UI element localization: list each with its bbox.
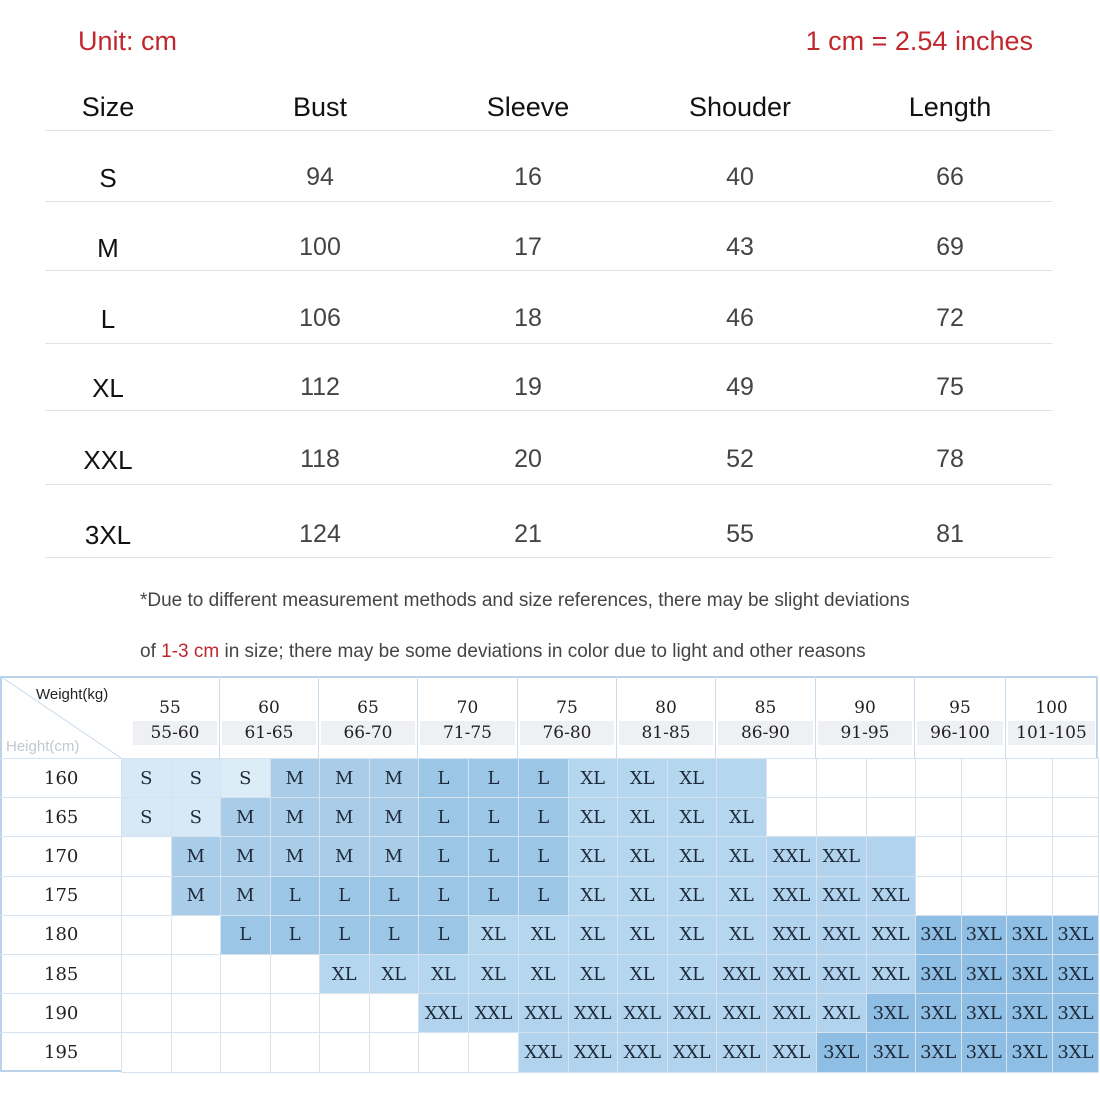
table-row	[45, 131, 1052, 202]
weight-column-header	[617, 676, 716, 758]
size-recommendation-cell: L	[518, 797, 569, 837]
size-recommendation-cell: 3XL	[1006, 915, 1053, 955]
weight-column-header	[1006, 676, 1098, 758]
size-recommendation-cell: XL	[667, 836, 718, 876]
size-recommendation-cell: XL	[319, 954, 370, 994]
note-line-1: *Due to different measurement methods and size references, there may be slight deviations	[140, 590, 910, 611]
size-recommendation-cell: S	[121, 797, 172, 837]
column-header: Size	[81, 92, 135, 122]
weight-range: 81-85	[619, 721, 713, 745]
measurement-cell: 118	[300, 445, 340, 473]
weight-column-header	[418, 676, 518, 758]
size-recommendation-cell	[961, 836, 1008, 876]
measurement-cell: 94	[306, 163, 334, 191]
size-recommendation-cell: 3XL	[915, 915, 962, 955]
size-recommendation-cell: XL	[617, 954, 668, 994]
size-recommendation-cell: L	[468, 836, 519, 876]
note-suffix: in size; there may be some deviations in color due to light and other reasons	[219, 641, 866, 662]
measurement-cell: 81	[936, 520, 964, 548]
size-recommendation-cell: XXL	[716, 954, 767, 994]
size-recommendation-cell: XL	[518, 915, 569, 955]
note-line-2	[140, 641, 866, 663]
size-recommendation-cell	[915, 758, 962, 798]
size-recommendation-cell: XL	[667, 915, 718, 955]
size-cell: S	[99, 163, 117, 193]
size-recommendation-cell: M	[220, 876, 271, 916]
height-row-label: 170	[0, 836, 121, 875]
weight-column-header	[915, 676, 1006, 758]
size-recommendation-cell	[961, 876, 1008, 916]
size-recommendation-cell	[1052, 876, 1099, 916]
size-recommendation-cell: L	[418, 876, 469, 916]
size-recommendation-cell: XXL	[667, 993, 718, 1033]
size-recommendation-cell: XXL	[766, 876, 817, 916]
weight-value: 90	[854, 698, 876, 718]
measurement-cell: 16	[514, 163, 542, 191]
size-recommendation-cell: XXL	[418, 993, 469, 1033]
size-recommendation-cell	[866, 797, 917, 837]
weight-value: 75	[556, 698, 578, 718]
weight-range: 55-60	[133, 721, 217, 745]
weight-range: 91-95	[818, 721, 912, 745]
size-recommendation-cell: 3XL	[1052, 954, 1099, 994]
size-recommendation-cell: XXL	[568, 1032, 619, 1072]
size-recommendation-cell: 3XL	[961, 915, 1008, 955]
size-recommendation-cell: M	[270, 797, 321, 837]
column-header: Shouder	[688, 92, 792, 122]
size-cell: L	[100, 304, 116, 334]
size-recommendation-cell: XXL	[866, 876, 917, 916]
size-recommendation-cell: XXL	[766, 915, 817, 955]
height-row-label: 160	[0, 758, 121, 797]
size-recommendation-cell: XXL	[518, 1032, 569, 1072]
size-recommendation-cell: XL	[568, 876, 619, 916]
size-recommendation-cell	[961, 758, 1008, 798]
measurement-cell: 19	[514, 373, 542, 401]
size-recommendation-cell: L	[319, 915, 370, 955]
size-recommendation-cell: XL	[667, 758, 718, 798]
size-recommendation-cell: M	[319, 836, 370, 876]
size-recommendation-cell: XXL	[816, 915, 867, 955]
size-recommendation-cell: XL	[418, 954, 469, 994]
size-recommendation-cell: XXL	[617, 993, 668, 1033]
size-recommendation-cell: 3XL	[816, 1032, 867, 1072]
size-recommendation-cell	[171, 993, 222, 1033]
size-recommendation-cell: XXL	[816, 954, 867, 994]
size-recommendation-cell: L	[518, 876, 569, 916]
size-recommendation-cell: XL	[617, 915, 668, 955]
size-recommendation-cell: 3XL	[1052, 993, 1099, 1033]
size-recommendation-cell: XXL	[468, 993, 519, 1033]
size-recommendation-cell	[220, 993, 271, 1033]
size-recommendation-cell	[961, 797, 1008, 837]
weight-column-header	[121, 676, 220, 758]
size-cell: XL	[92, 373, 124, 403]
size-recommendation-cell: M	[319, 797, 370, 837]
weight-value: 70	[456, 698, 479, 718]
size-recommendation-cell	[121, 915, 172, 955]
weight-column-header	[220, 676, 319, 758]
size-recommendation-cell	[121, 836, 172, 876]
size-recommendation-cell: XL	[716, 797, 767, 837]
measurement-cell: 20	[514, 445, 542, 473]
size-recommendation-cell: XL	[568, 758, 619, 798]
size-recommendation-cell	[418, 1032, 469, 1072]
size-recommendation-cell: 3XL	[866, 993, 917, 1033]
size-recommendation-cell: XL	[667, 954, 718, 994]
weight-column-header	[319, 676, 418, 758]
size-recommendation-cell: L	[418, 758, 469, 798]
table-row	[45, 485, 1052, 558]
size-recommendation-cell: L	[270, 915, 321, 955]
size-recommendation-cell: XXL	[816, 876, 867, 916]
size-recommendation-cell: 3XL	[915, 1032, 962, 1072]
note-prefix: of	[140, 641, 162, 662]
weight-axis-label: Weight(kg)	[36, 686, 109, 703]
table-row	[45, 271, 1052, 344]
size-recommendation-cell: M	[171, 876, 222, 916]
size-recommendation-cell	[915, 797, 962, 837]
size-recommendation-cell: XXL	[716, 993, 767, 1033]
measurement-cell: 78	[936, 445, 964, 473]
size-recommendation-cell	[1006, 797, 1053, 837]
size-recommendation-cell	[270, 1032, 321, 1072]
size-recommendation-cell: XXL	[766, 1032, 817, 1072]
size-recommendation-cell: XXL	[816, 993, 867, 1033]
measurement-cell: 66	[936, 163, 964, 191]
size-recommendation-cell: 3XL	[1006, 1032, 1053, 1072]
size-recommendation-cell: XL	[568, 836, 619, 876]
size-recommendation-cell: M	[270, 836, 321, 876]
size-recommendation-cell: 3XL	[1052, 1032, 1099, 1072]
measurement-cell: 21	[514, 520, 542, 548]
weight-range: 71-75	[420, 721, 515, 745]
size-recommendation-cell: XL	[568, 915, 619, 955]
size-recommendation-cell	[319, 993, 370, 1033]
size-recommendation-cell: XL	[716, 876, 767, 916]
size-recommendation-cell	[220, 1032, 271, 1072]
size-recommendation-cell: M	[220, 797, 271, 837]
size-recommendation-cell	[220, 954, 271, 994]
measurement-cell: 72	[936, 304, 964, 332]
size-recommendation-cell: M	[319, 758, 370, 798]
table-row	[45, 202, 1052, 271]
size-recommendation-cell	[319, 1032, 370, 1072]
height-axis-label: Height(cm)	[6, 738, 80, 755]
size-recommendation-cell	[121, 954, 172, 994]
weight-range: 76-80	[520, 721, 614, 745]
size-recommendation-cell: XL	[468, 954, 519, 994]
size-recommendation-cell	[171, 915, 222, 955]
size-recommendation-cell: S	[171, 797, 222, 837]
size-recommendation-cell: XL	[568, 954, 619, 994]
size-recommendation-cell: L	[518, 836, 569, 876]
size-recommendation-cell	[816, 797, 867, 837]
size-recommendation-cell: S	[171, 758, 222, 798]
weight-value: 95	[949, 698, 971, 718]
size-recommendation-cell: M	[171, 836, 222, 876]
size-recommendation-cell: M	[220, 836, 271, 876]
size-recommendation-cell: S	[220, 758, 271, 798]
size-recommendation-cell: L	[418, 915, 469, 955]
size-recommendation-cell: 3XL	[961, 1032, 1008, 1072]
size-recommendation-cell: XXL	[766, 836, 817, 876]
size-recommendation-cell	[369, 1032, 420, 1072]
size-recommendation-cell: L	[270, 876, 321, 916]
measurement-cell: 69	[936, 233, 964, 261]
weight-column-header	[518, 676, 617, 758]
weight-value: 100	[1035, 698, 1068, 718]
measurement-cell: 17	[514, 233, 542, 261]
weight-range: 101-105	[1008, 721, 1095, 745]
size-recommendation-cell: XL	[369, 954, 420, 994]
measurement-cell: 40	[726, 163, 754, 191]
measurement-cell: 106	[299, 304, 341, 332]
size-recommendation-cell	[766, 758, 817, 798]
size-cell: M	[97, 233, 119, 263]
weight-range: 66-70	[321, 721, 415, 745]
size-recommendation-cell: XL	[617, 758, 668, 798]
weight-value: 80	[655, 698, 677, 718]
conversion-label: 1 cm = 2.54 inches	[805, 26, 1033, 56]
measurement-cell: 43	[726, 233, 754, 261]
size-recommendation-cell	[369, 993, 420, 1033]
size-recommendation-cell: M	[270, 758, 321, 798]
size-recommendation-cell	[1052, 797, 1099, 837]
size-recommendation-cell	[866, 836, 917, 876]
size-recommendation-cell: XXL	[866, 954, 917, 994]
measurement-cell: 55	[726, 520, 754, 548]
measurement-cell: 75	[936, 373, 964, 401]
size-recommendation-cell: XXL	[568, 993, 619, 1033]
size-recommendation-cell	[121, 993, 172, 1033]
measurement-cell: 18	[514, 304, 542, 332]
note-highlight: 1-3 cm	[161, 641, 220, 662]
size-recommendation-cell	[716, 758, 767, 798]
size-recommendation-cell: M	[369, 797, 420, 837]
size-recommendation-cell: XXL	[766, 993, 817, 1033]
size-recommendation-cell: 3XL	[1052, 915, 1099, 955]
size-recommendation-cell: 3XL	[1006, 993, 1053, 1033]
height-row-label: 185	[0, 954, 121, 993]
column-header: Sleeve	[486, 92, 570, 122]
size-recommendation-cell	[866, 758, 917, 798]
size-recommendation-cell: M	[369, 758, 420, 798]
size-recommendation-cell	[766, 797, 817, 837]
unit-label: Unit: cm	[78, 26, 178, 56]
size-recommendation-cell: L	[418, 836, 469, 876]
size-cell: 3XL	[84, 520, 132, 550]
size-recommendation-cell: L	[369, 876, 420, 916]
size-recommendation-cell: L	[319, 876, 370, 916]
weight-range: 96-100	[917, 721, 1003, 745]
size-recommendation-cell	[121, 876, 172, 916]
height-row-label: 175	[0, 876, 121, 915]
size-recommendation-cell: L	[468, 758, 519, 798]
size-recommendation-cell: S	[121, 758, 172, 798]
size-table	[45, 86, 1052, 558]
height-row-label: 165	[0, 797, 121, 836]
size-recommendation-cell: 3XL	[961, 993, 1008, 1033]
measurement-cell: 52	[726, 445, 754, 473]
size-recommendation-cell: XXL	[667, 1032, 718, 1072]
size-recommendation-cell	[1052, 758, 1099, 798]
unit-row	[78, 26, 1033, 60]
measurement-cell: 49	[726, 373, 754, 401]
size-recommendation-cell: 3XL	[866, 1032, 917, 1072]
height-row-label: 190	[0, 993, 121, 1032]
column-header: Bust	[292, 92, 348, 122]
size-recommendation-cell: XXL	[866, 915, 917, 955]
size-recommendation-cell: XL	[468, 915, 519, 955]
size-recommendation-cell: XXL	[816, 836, 867, 876]
size-recommendation-cell: XXL	[617, 1032, 668, 1072]
weight-value: 85	[754, 698, 777, 718]
size-recommendation-cell: XL	[667, 797, 718, 837]
size-recommendation-cell: L	[468, 876, 519, 916]
size-recommendation-cell: L	[518, 758, 569, 798]
height-row-label: 180	[0, 915, 121, 954]
size-recommendation-cell: 3XL	[1006, 954, 1053, 994]
size-recommendation-cell: L	[220, 915, 271, 955]
weight-value: 60	[258, 698, 280, 718]
size-recommendation-cell: L	[418, 797, 469, 837]
size-recommendation-cell: XL	[518, 954, 569, 994]
size-recommendation-cell: XL	[617, 836, 668, 876]
size-recommendation-cell	[270, 954, 321, 994]
weight-range: 86-90	[718, 721, 813, 745]
weight-value: 65	[357, 698, 379, 718]
size-recommendation-cell	[816, 758, 867, 798]
size-recommendation-cell: XL	[716, 836, 767, 876]
size-recommendation-cell	[915, 876, 962, 916]
size-recommendation-cell	[1006, 758, 1053, 798]
size-recommendation-cell: M	[369, 836, 420, 876]
weight-column-header	[716, 676, 816, 758]
size-recommendation-cell	[1006, 876, 1053, 916]
size-recommendation-cell	[171, 1032, 222, 1072]
measurement-cell: 124	[299, 520, 341, 548]
size-cell: XXL	[83, 445, 133, 475]
size-recommendation-cell: 3XL	[915, 993, 962, 1033]
size-recommendation-cell: XL	[716, 915, 767, 955]
size-recommendation-cell	[1052, 836, 1099, 876]
measurement-cell: 46	[726, 304, 754, 332]
measurement-cell: 112	[300, 373, 340, 401]
size-recommendation-cell	[915, 836, 962, 876]
size-recommendation-cell: XL	[568, 797, 619, 837]
size-recommendation-cell	[1006, 836, 1053, 876]
size-recommendation-cell: XL	[667, 876, 718, 916]
size-recommendation-cell: XXL	[716, 1032, 767, 1072]
size-recommendation-cell: XL	[617, 876, 668, 916]
weight-range: 61-65	[222, 721, 316, 745]
size-recommendation-cell	[468, 1032, 519, 1072]
size-recommendation-cell: XL	[617, 797, 668, 837]
table-row	[45, 411, 1052, 485]
size-recommendation-cell	[121, 1032, 172, 1072]
size-recommendation-cell	[171, 954, 222, 994]
height-row-label: 195	[0, 1032, 121, 1071]
column-header: Length	[908, 92, 992, 122]
size-recommendation-cell	[270, 993, 321, 1033]
size-recommendation-cell: XXL	[518, 993, 569, 1033]
weight-value: 55	[159, 698, 181, 718]
size-recommendation-cell: L	[468, 797, 519, 837]
weight-column-header	[816, 676, 915, 758]
measurement-cell: 100	[299, 233, 341, 261]
size-recommendation-cell: L	[369, 915, 420, 955]
size-recommendation-cell: XXL	[766, 954, 817, 994]
size-recommendation-cell: 3XL	[915, 954, 962, 994]
size-table-header	[45, 86, 1052, 131]
table-row	[45, 344, 1052, 411]
size-recommendation-cell: 3XL	[961, 954, 1008, 994]
